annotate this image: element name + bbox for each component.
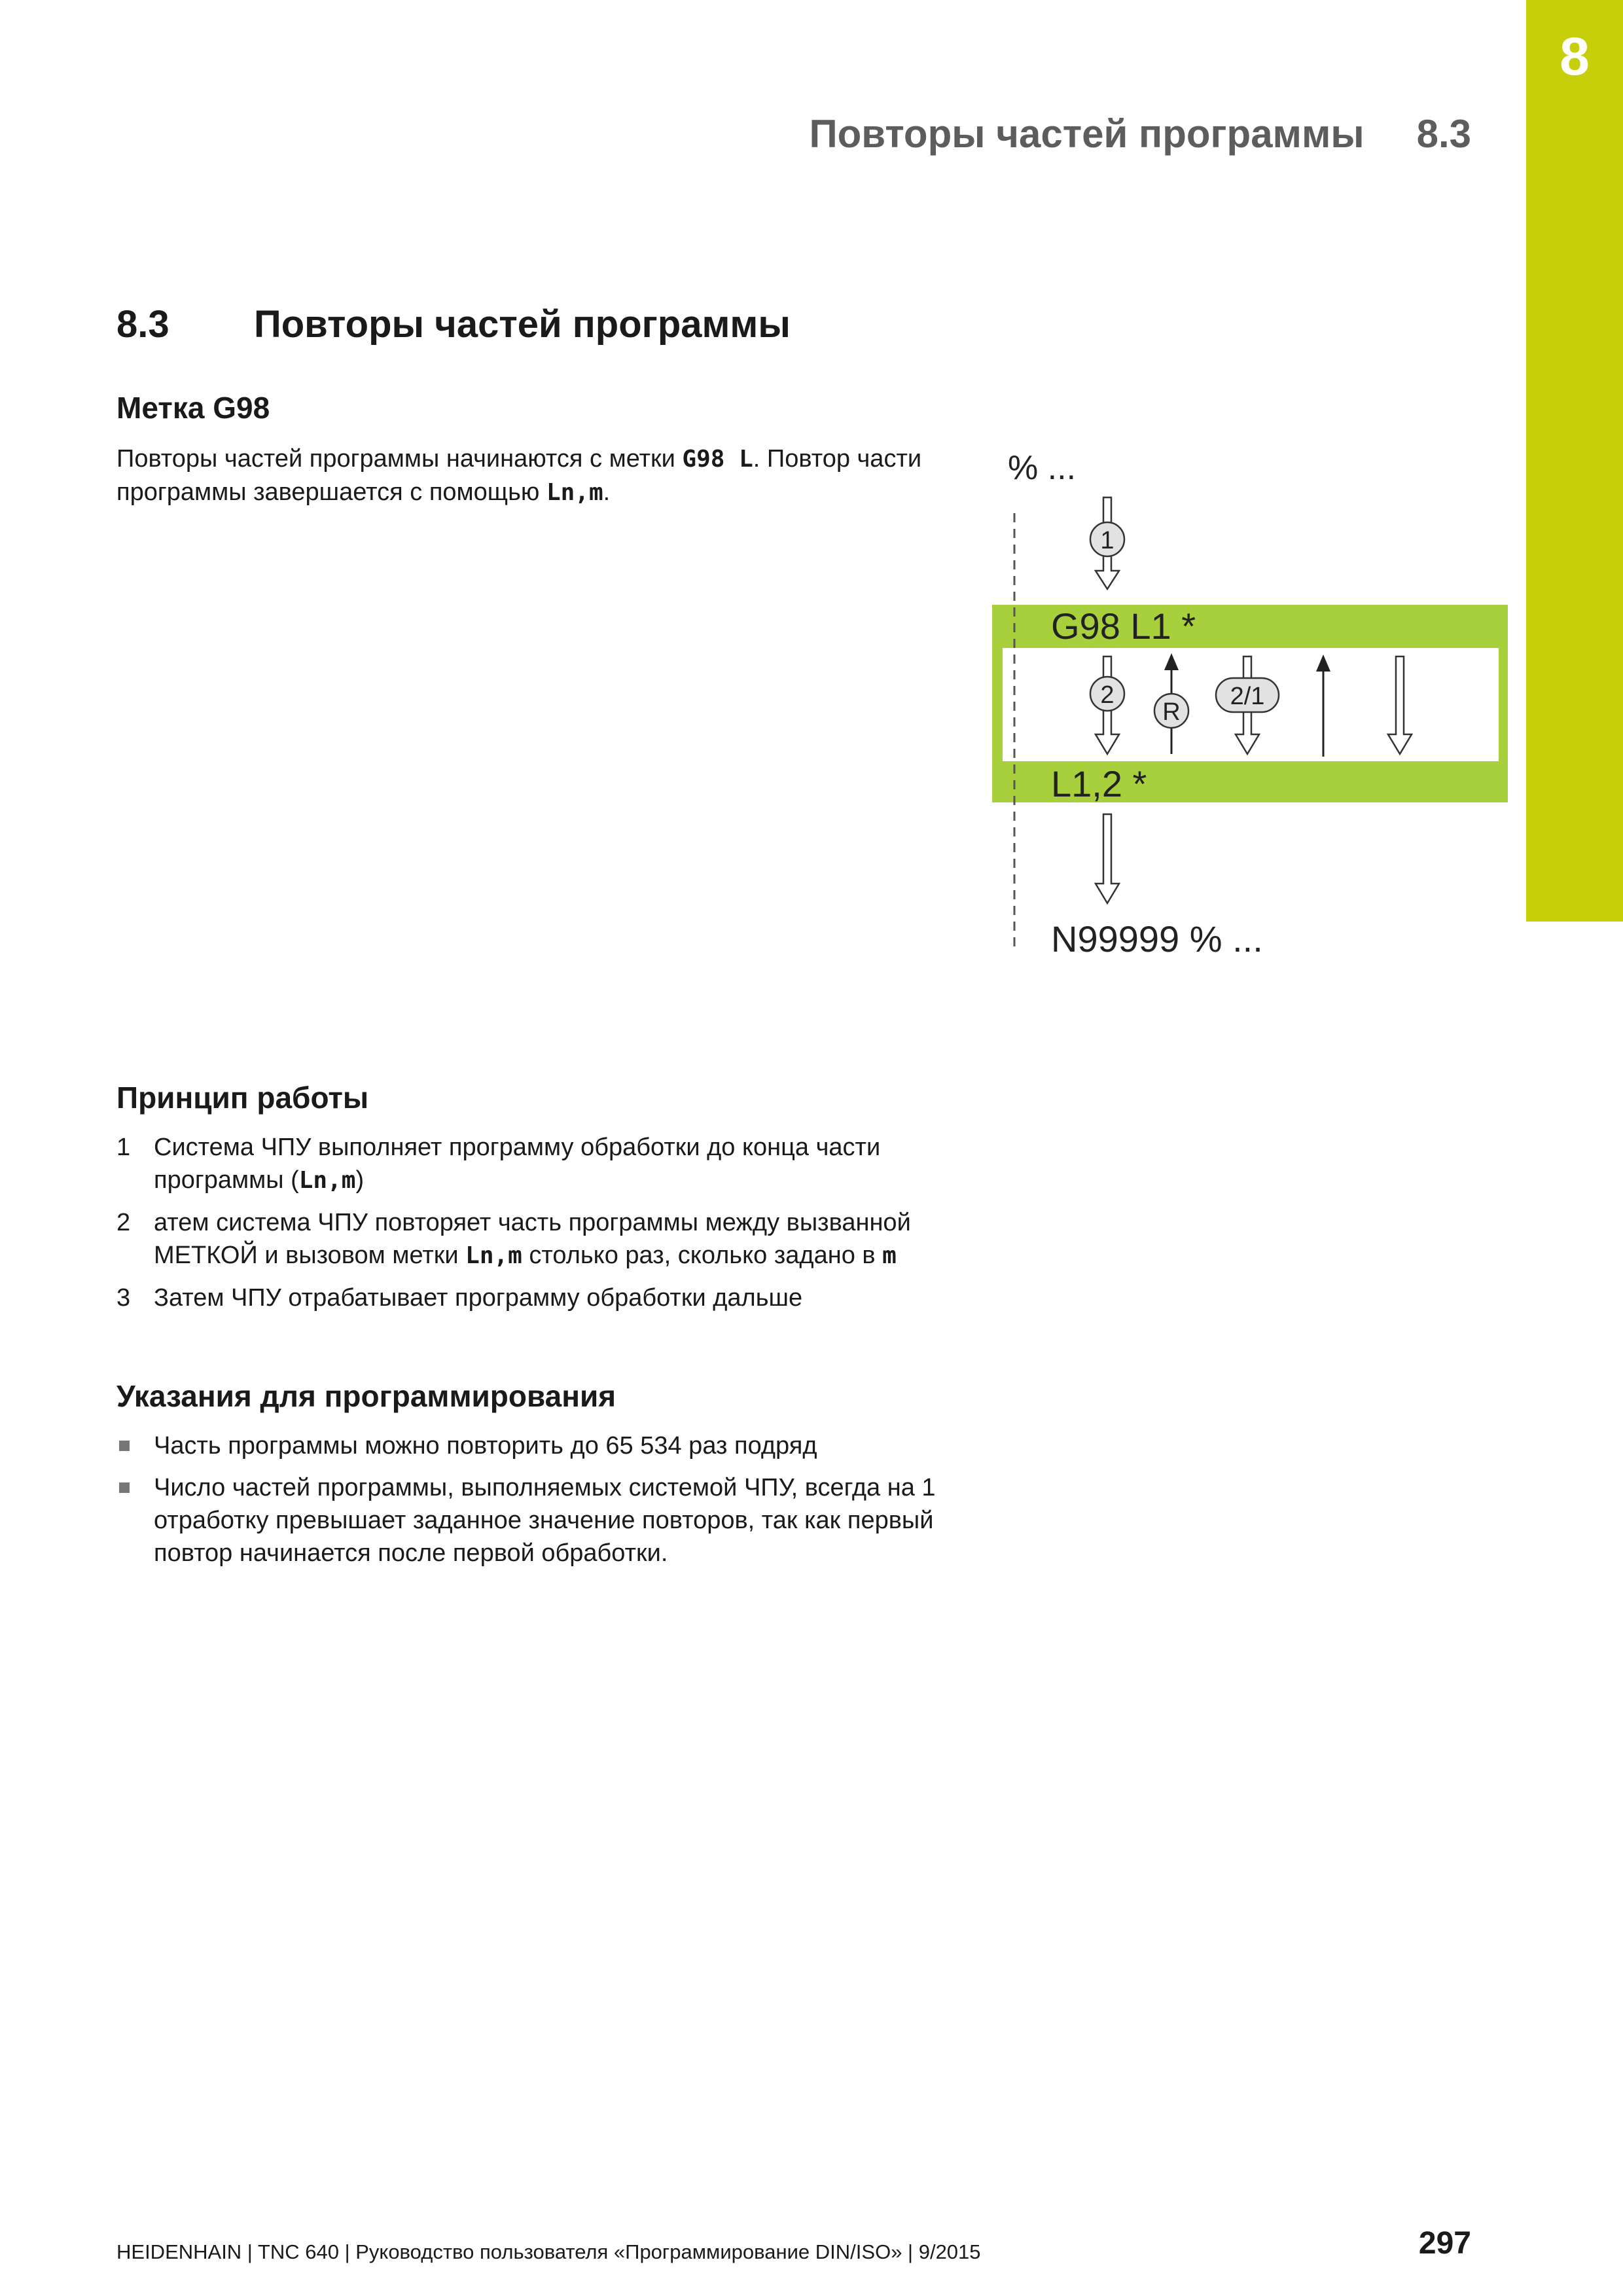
marker-2: 2 bbox=[1100, 681, 1115, 709]
list-item-text: Часть программы можно повторить до 65 534 раз подряд bbox=[154, 1432, 817, 1460]
label-code-g98l: G98 L bbox=[682, 446, 753, 473]
principle-list bbox=[116, 1131, 954, 1314]
program-repeat-diagram bbox=[982, 432, 1518, 969]
list-item bbox=[116, 1131, 954, 1197]
list-item-text: Число частей программы, выполняемых системой ЧПУ, всегда на 1 отработку превышает заданное значение повторов, так как первый повтор начинается после первой обработки. bbox=[154, 1474, 936, 1567]
chapter-tab bbox=[1526, 0, 1623, 922]
call-line: L1,2 * bbox=[1051, 763, 1147, 804]
end-label: N99999 % ... bbox=[1051, 918, 1263, 960]
list-item bbox=[116, 1282, 954, 1314]
list-item bbox=[116, 1206, 954, 1272]
list-item bbox=[116, 1471, 954, 1570]
label-line: G98 L1 * bbox=[1051, 605, 1196, 647]
label-paragraph bbox=[116, 442, 941, 509]
bullet-square-icon bbox=[119, 1482, 130, 1493]
marker-r: R bbox=[1162, 698, 1181, 726]
principle-section bbox=[116, 1080, 954, 1323]
list-item-number: 2 bbox=[116, 1209, 131, 1236]
label-paragraph-text-2: . Повтор части программы завершается с помощью bbox=[116, 445, 922, 506]
marker-2-1: 2/1 bbox=[1230, 683, 1265, 710]
chapter-number: 8 bbox=[1560, 27, 1590, 86]
list-item-number: 1 bbox=[116, 1134, 131, 1161]
label-code-lnm: Ln,m bbox=[546, 479, 603, 506]
marker-1: 1 bbox=[1100, 527, 1115, 554]
running-header-title: Повторы частей программы bbox=[809, 112, 1364, 156]
section-number: 8.3 bbox=[116, 303, 169, 346]
label-section bbox=[116, 390, 941, 509]
section-heading bbox=[116, 302, 791, 346]
list-item-code: Ln,m bbox=[298, 1167, 356, 1194]
label-paragraph-text-3: . bbox=[603, 478, 611, 506]
start-label: % ... bbox=[1008, 449, 1077, 487]
label-heading: Метка G98 bbox=[116, 391, 270, 425]
notes-list bbox=[116, 1429, 954, 1570]
list-item-text: столько раз, сколько задано в bbox=[522, 1242, 883, 1269]
list-item-text: атем система ЧПУ повторяет часть программы между вызванной МЕТКОЙ и вызовом метки bbox=[154, 1209, 911, 1269]
bullet-square-icon bbox=[119, 1441, 130, 1451]
running-header bbox=[809, 111, 1471, 156]
running-header-number: 8.3 bbox=[1416, 112, 1471, 156]
section-title: Повторы частей программы bbox=[254, 303, 791, 346]
page-number: 297 bbox=[1418, 2226, 1471, 2261]
notes-section bbox=[116, 1378, 954, 1579]
list-item-text: Система ЧПУ выполняет программу обработки до конца части программы ( bbox=[154, 1134, 881, 1194]
footer-text: HEIDENHAIN | TNC 640 | Руководство пользователя «Программирование DIN/ISO» | 9/2015 bbox=[116, 2240, 981, 2263]
list-item bbox=[116, 1429, 954, 1462]
list-item-code: m bbox=[882, 1242, 897, 1269]
list-item-text: Затем ЧПУ отрабатывает программу обработки дальше bbox=[154, 1284, 803, 1312]
list-item-number: 3 bbox=[116, 1284, 131, 1312]
exit-arrow bbox=[1096, 814, 1119, 903]
label-paragraph-text-1: Повторы частей программы начинаются с метки bbox=[116, 445, 683, 473]
list-item-text: ) bbox=[355, 1166, 365, 1194]
notes-heading: Указания для программирования bbox=[116, 1379, 616, 1413]
principle-heading: Принцип работы bbox=[116, 1081, 369, 1115]
list-item-code: Ln,m bbox=[465, 1242, 522, 1269]
